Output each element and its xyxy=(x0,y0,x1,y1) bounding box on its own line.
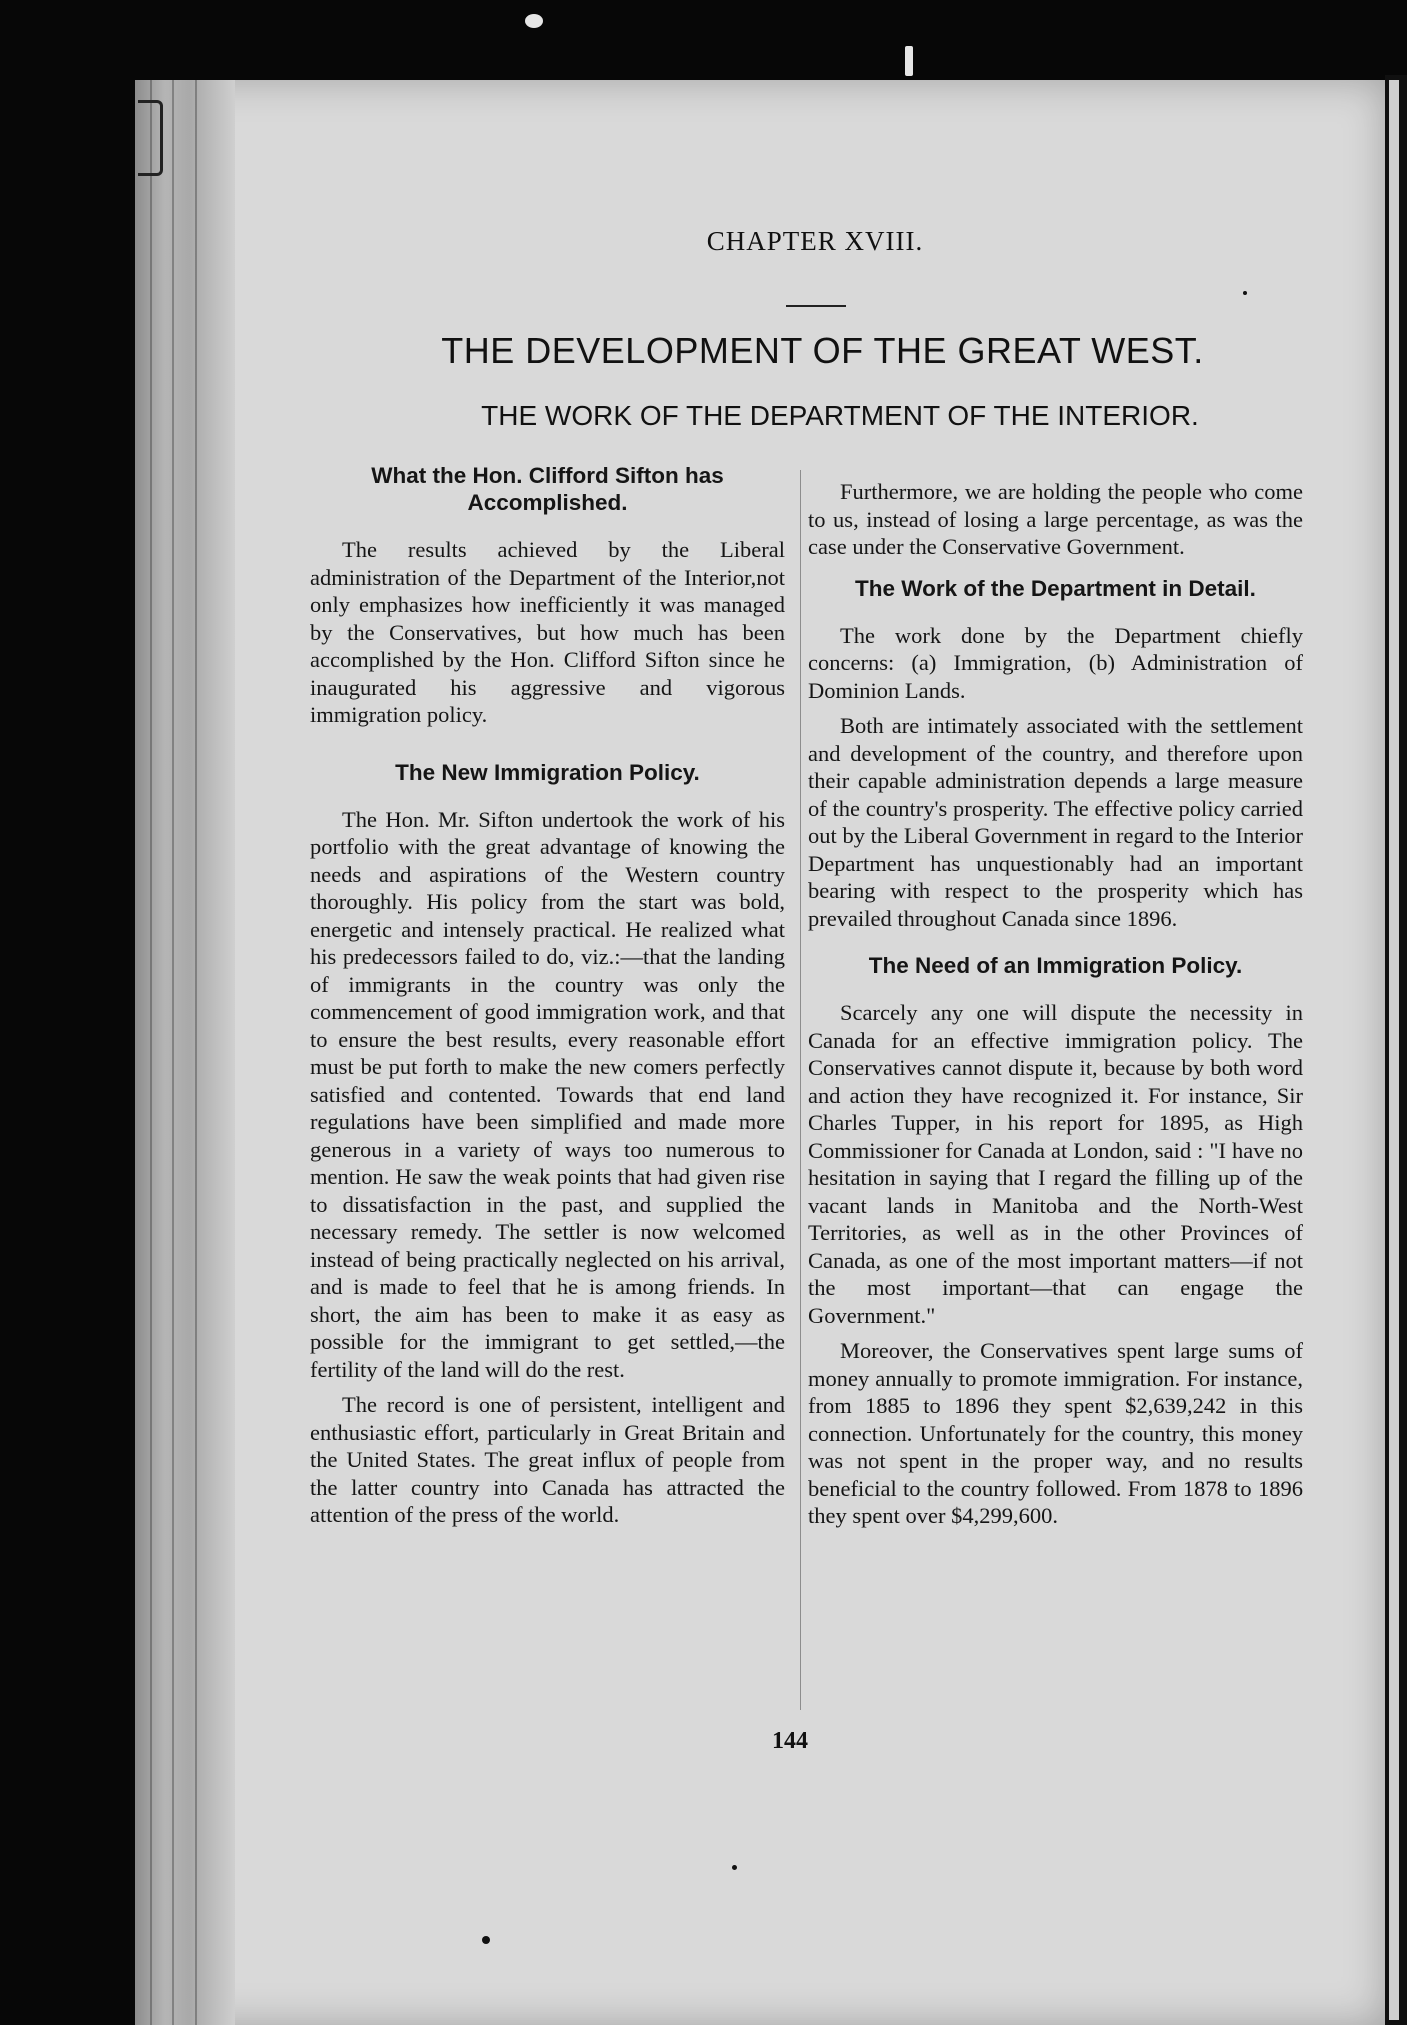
scan-speck xyxy=(905,46,913,76)
title-rule xyxy=(786,305,846,307)
paragraph: The record is one of persistent, intelligent and enthusiastic effort, particularly in Great Britain and the United States. The great influx of people from the latter country into Canada has attracted the attention of the press of the world. xyxy=(310,1392,785,1527)
paragraph: The results achieved by the Liberal administration of the Department of the Interior,not only emphasizes how inefficiently it was managed by the Conservatives, but how much has been accomplished by the Hon. Clifford Sifton since he inaugurated his aggressive and vigorous immigration policy. xyxy=(310,537,785,727)
section-heading-need-policy: The Need of an Immigration Policy. xyxy=(868,953,1243,978)
column-divider xyxy=(800,470,801,1710)
page-subtitle: THE WORK OF THE DEPARTMENT OF THE INTERIOR. xyxy=(481,400,1199,431)
page-edge-line xyxy=(150,80,152,2025)
paragraph: The Hon. Mr. Sifton undertook the work of his portfolio with the great advantage of knowing the needs and aspirations of the Western country thoroughly. His policy from the start was bold, energetic and intensely practical. He realized what his predecessors failed to do, viz.:—that the landing of immigrants in the country was only the commencement of good immigration work, and that to ensure the best results, every reasonable effort must be put forth to make the new comers perfectly satisfied and contented. Towards that end land regulations have been simplified and made more generous in a variety of ways too numerous to mention. He saw the weak points that had given rise to dissatisfaction in the past, and supplied the necessary remedy. The settler is now welcomed instead of being practically neglected on his arrival, and is made to feel that he is among friends. In short, the aim has been to make it as easy as possible for the immigrant to get settled,—the fertility of the land will do the rest. xyxy=(310,806,785,1382)
page-edge-line xyxy=(195,80,197,2025)
page-title: THE DEVELOPMENT OF THE GREAT WEST. xyxy=(441,330,1204,371)
scan-speck xyxy=(732,1865,737,1870)
section-heading-work-detail: The Work of the Department in Detail. xyxy=(855,575,1256,601)
paragraph: Both are intimately associated with the settlement and development of the country, and therefore upon their capable administration depends a large measure of the country's prosperity. The effective policy carried out by the Liberal Government in regard to the Interior Department has unquestionably had an important bearing with respect to the prosperity which has prevailed throughout Canada since 1896. xyxy=(808,713,1303,931)
chapter-label: CHAPTER XVIII. xyxy=(706,226,924,256)
section-heading-new-policy: The New Immigration Policy. xyxy=(395,759,700,785)
paragraph: The work done by the Department chiefly concerns: (a) Immigration, (b) Administration of Dominion Lands. xyxy=(808,622,1303,703)
next-page-edge xyxy=(1389,80,1399,2020)
page-number: 144 xyxy=(772,1728,808,1754)
page-edge-line xyxy=(172,80,174,2025)
paragraph: Scarcely any one will dispute the necessity in Canada for an effective immigration policy. The Conservatives cannot dispute it, because by both word and action they have recognized it. For instance, Sir Charles Tupper, in his report for 1895, as High Commissioner for Canada at London, said : "I have no hesitation in saying that I regard the filling up of the vacant lands in Manitoba and the North-West Territories, as well as in the other Provinces of Canada, as one of the most important matters—if not the most important—that can engage the Government." xyxy=(808,1000,1303,1328)
left-column xyxy=(310,462,785,1529)
right-column xyxy=(808,478,1303,1530)
scan-speck xyxy=(525,14,543,28)
scan-speck xyxy=(482,1936,490,1944)
section-heading-sifton: What the Hon. Clifford Sifton has Accomplished. xyxy=(371,463,724,515)
binding-mark xyxy=(138,100,163,176)
paragraph: Moreover, the Conservatives spent large sums of money annually to promote immigration. For instance, from 1885 to 1896 they spent $2,639,242 in this connection. Unfortunately for the country, this money was not spent in the proper way, and no results beneficial to the country followed. From 1878 to 1896 they spent over $4,299,600. xyxy=(808,1338,1303,1528)
scan-speck xyxy=(1243,291,1247,295)
paragraph: Furthermore, we are holding the people who come to us, instead of losing a large percentage, as was the case under the Conservative Government. xyxy=(808,479,1303,559)
